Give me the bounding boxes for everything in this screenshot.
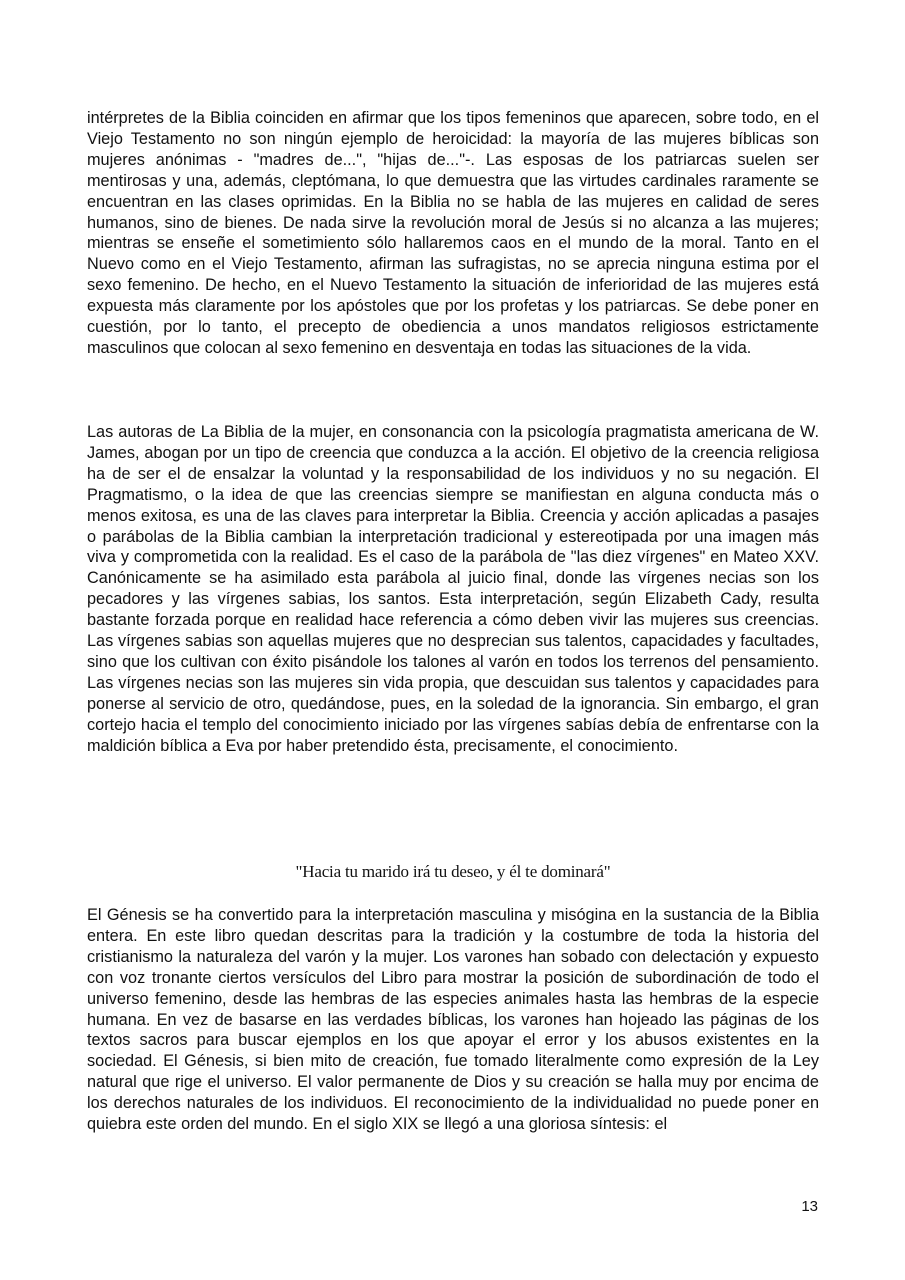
body-paragraph-1: intérpretes de la Biblia coinciden en afirmar que los tipos femeninos que aparecen, sobre todo, en el Viejo Testamento no son ningún ejemplo de heroicidad: la mayoría de las mujeres bíblicas son mujeres anónimas - "madres de...", "hijas de..."-. Las esposas de los patriarcas suelen ser mentirosas y una, además, cleptómana, lo que demuestra que las virtudes cardinales raramente se encuentran en las clases oprimidas. En la Biblia no se habla de las mujeres en calidad de seres humanos, sino de bienes. De nada sirve la revolución moral de Jesús si no alcanza a las mujeres; mientras se enseñe el sometimiento sólo hallaremos caos en el mundo de la moral. Tanto en el Nuevo como en el Viejo Testamento, afirman las sufragistas, no se aprecia ninguna estima por el sexo femenino. De hecho, en el Nuevo Testamento la situación de inferioridad de las mujeres está expuesta más claramente por los apóstoles que por los profetas y los patriarcas. Se debe poner en cuestión, por lo tanto, el precepto de obediencia a unos mandatos religiosos estrictamente masculinos que colocan al sexo femenino en desventaja en todas las situaciones de la vida. [87,109,819,357]
body-paragraph-3: El Génesis se ha convertido para la interpretación masculina y misógina en la sustancia de la Biblia entera. En este libro quedan descritas para la tradición y la costumbre de toda la historia del cristianismo la naturaleza del varón y la mujer. Los varones han sobado con delectación y expuesto con voz tronante ciertos versículos del Libro para mostrar la posición de subordinación de todo el universo femenino, desde las hembras de las especies animales hasta las hembras de la especie humana. En vez de basarse en las verdades bíblicas, los varones han hojeado las páginas de los textos sacros para buscar ejemplos en los que apoyar el error y los abusos existentes en la sociedad. El Génesis, si bien mito de creación, fue tomado literalmente como expresión de la Ley natural que rige el universo. El valor permanente de Dios y su creación se halla muy por encima de los derechos naturales de los individuos. El reconocimiento de la individualidad no puede poner en quiebra este orden del mundo. En el siglo XIX se llegó a una gloriosa síntesis: el [87,906,819,1134]
section-heading: "Hacia tu marido irá tu deseo, y él te dominará" [295,862,611,881]
body-paragraph-2: Las autoras de La Biblia de la mujer, en consonancia con la psicología pragmatista americana de W. James, abogan por un tipo de creencia que conduzca a la acción. El objetivo de la creencia religiosa ha de ser el de ensalzar la voluntad y la responsabilidad de los individuos y no su negación. El Pragmatismo, o la idea de que las creencias siempre se manifiestan en alguna conducta más o menos exitosa, es una de las claves para interpretar la Biblia. Creencia y acción aplicadas a pasajes o parábolas de la Biblia cambian la interpretación tradicional y estereotipada por una imagen más viva y comprometida con la realidad. Es el caso de la parábola de "las diez vírgenes" en Mateo XXV. Canónicamente se ha asimilado esta parábola al juicio final, donde las vírgenes necias son los pecadores y las vírgenes sabias, los santos. Esta interpretación, según Elizabeth Cady, resulta bastante forzada porque en realidad hace referencia a cómo deben vivir las mujeres sus creencias. Las vírgenes sabias son aquellas mujeres que no desprecian sus talentos, capacidades y facultades, sino que los cultivan con éxito pisándole los talones al varón en todos los terrenos del pensamiento. Las vírgenes necias son las mujeres sin vida propia, que descuidan sus talentos y capacidades para ponerse al servicio de otro, quedándose, pues, en la soledad de la ignorancia. Sin embargo, el gran cortejo hacia el templo del conocimiento iniciado por las vírgenes sabías debía de enfrentarse con la maldición bíblica a Eva por haber pretendido ésta, precisamente, el conocimiento. [87,423,819,755]
page-number: 13 [801,1198,818,1215]
